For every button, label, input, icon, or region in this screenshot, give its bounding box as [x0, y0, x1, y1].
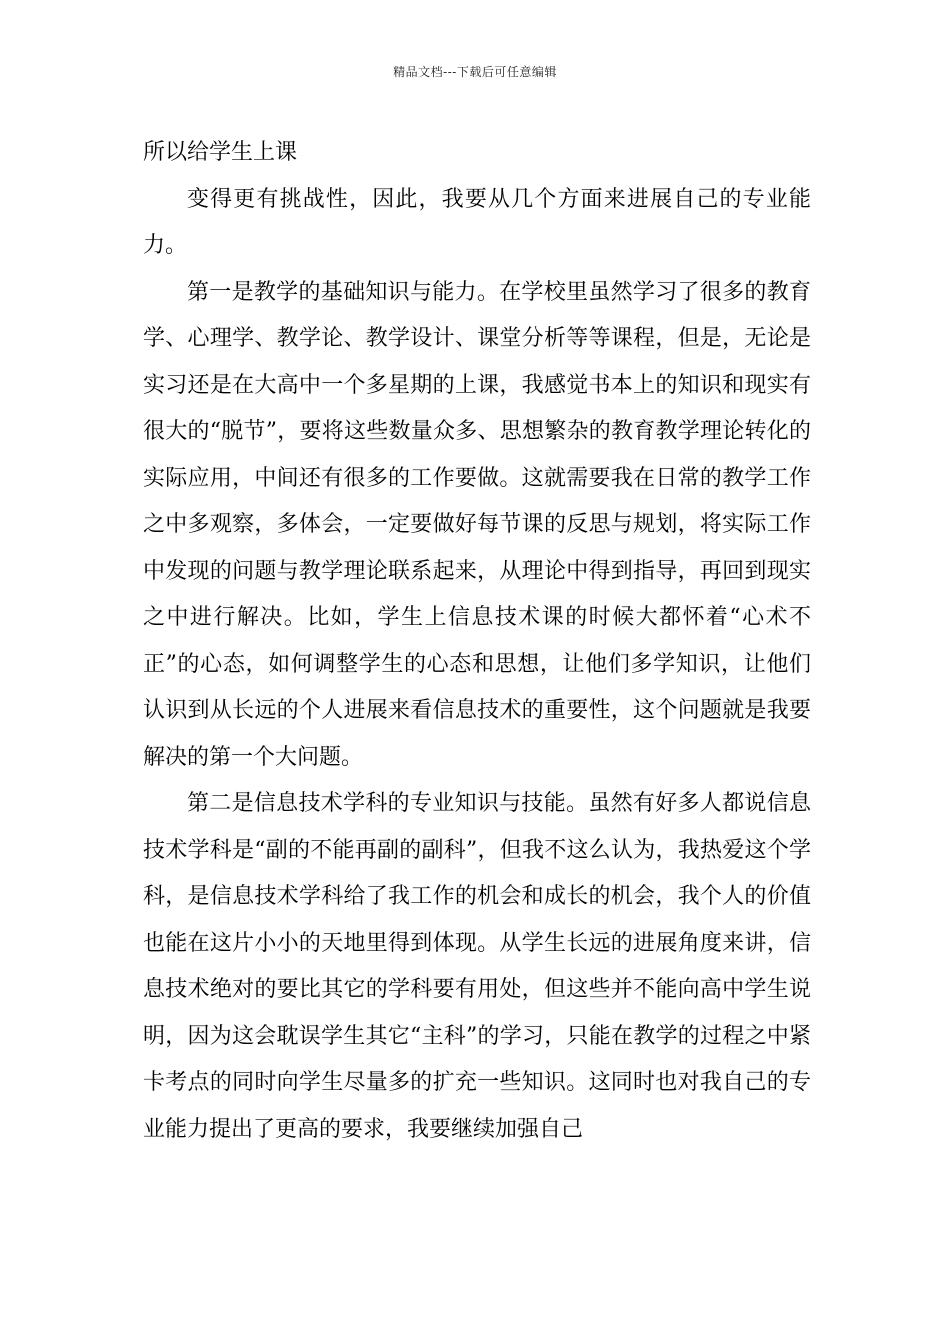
paragraph-2: 变得更有挑战性，因此，我要从几个方面来进展自己的专业能力。: [143, 186, 811, 258]
paragraph-1: 所以给学生上课: [143, 140, 298, 165]
paragraph-4: 第二是信息技术学科的专业知识与技能。虽然有好多人都说信息技术学科是“副的不能再副的副科”，但我不这么认为，我热爱这个学科，是信息技术学科给了我工作的机会和成长的机会，我个人的价值也能在这片小小的天地里得到体现。从学生长远的进展角度来讲，信息技术绝对的要比其它的学科要有用处，但这些并不能向高中学生说明，因为这会耽误学生其它“主科”的学习，只能在教学的过程之中紧卡考点的同时向学生尽量多的扩充一些知识。这同时也对我自己的专业能力提出了更高的要求，我要继续加强自己: [143, 791, 811, 1142]
page-header: 精品文档---下载后可任意编辑: [393, 65, 557, 79]
document-body: [143, 130, 811, 1153]
paragraph-3: 第一是教学的基础知识与能力。在学校里虽然学习了很多的教育学、心理学、教学论、教学设计、课堂分析等等课程，但是，无论是实习还是在大高中一个多星期的上课，我感觉书本上的知识和现实有很大的“脱节”，要将这些数量众多、思想繁杂的教育教学理论转化的实际应用，中间还有很多的工作要做。这就需要我在日常的教学工作之中多观察，多体会，一定要做好每节课的反思与规划，将实际工作中发现的问题与教学理论联系起来，从理论中得到指导，再回到现实之中进行解决。比如，学生上信息技术课的时候大都怀着“心术不正”的心态，如何调整学生的心态和思想，让他们多学知识，让他们认识到从长远的个人进展来看信息技术的重要性，这个问题就是我要解决的第一个大问题。: [143, 279, 811, 770]
